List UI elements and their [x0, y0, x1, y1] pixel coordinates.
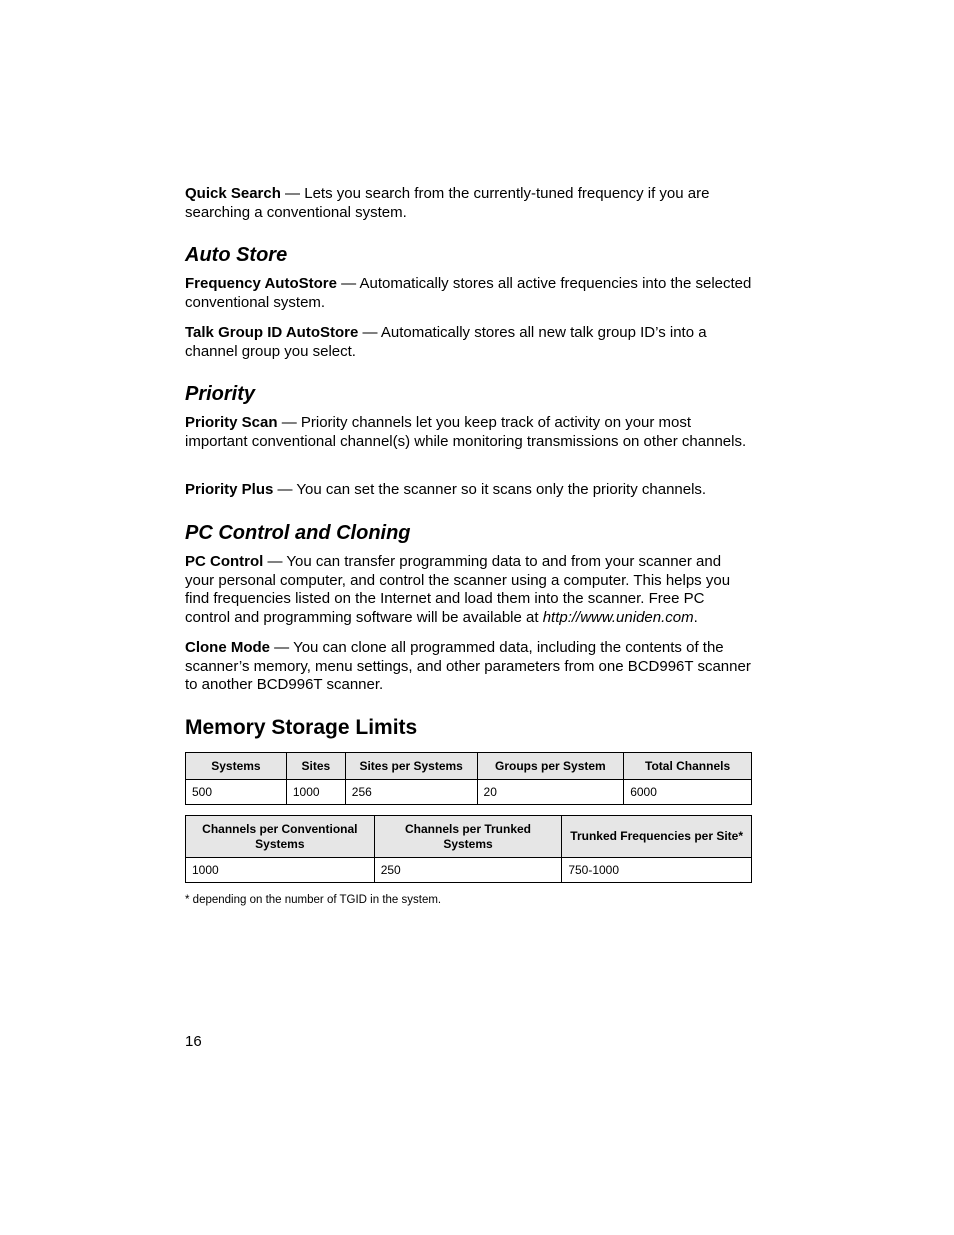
clone-mode-paragraph [185, 639, 752, 695]
pc-control-heading: PC Control and Cloning [185, 522, 411, 544]
table-header-cell: Sites [286, 753, 345, 780]
quick-search-text: — Lets you search from the currently-tuned frequency if you are searching a conventional system. [185, 185, 710, 221]
frequency-autostore-text: — Automatically stores all active frequencies into the selected conventional system. [185, 275, 752, 311]
frequency-autostore-paragraph [185, 275, 752, 312]
table-cell: 750-1000 [562, 858, 752, 883]
table-cell: 20 [477, 780, 624, 805]
table-footnote: * depending on the number of TGID in the system. [185, 894, 442, 906]
uniden-url-link[interactable]: http://www.uniden.com [542, 608, 694, 626]
quick-search-paragraph [185, 185, 752, 222]
pc-control-text: — You can transfer programming data to and from your scanner and your personal computer, and control the scanner using a computer. This helps you find frequencies listed on the Internet and load them into the scanner. Free PC control and programming software will be available at [185, 553, 731, 626]
talkgroup-autostore-text: — Automatically stores all new talk group ID’s into a channel group you select. [185, 324, 707, 360]
priority-scan-text: — Priority channels let you keep track of activity on your most important conventional channel(s) while monitoring transmissions on other channels. [185, 414, 747, 450]
memory-table-1 [185, 752, 752, 805]
pc-control-term: PC Control [185, 553, 264, 570]
table-cell: 500 [186, 780, 287, 805]
quick-search-term: Quick Search [185, 185, 281, 202]
priority-plus-paragraph [185, 481, 752, 500]
page-number: 16 [185, 1033, 202, 1050]
table-header-cell: Trunked Frequencies per Site* [562, 816, 752, 858]
table-header-cell: Channels per Trunked Systems [374, 816, 562, 858]
table-header-row [186, 816, 752, 858]
table-header-row [186, 753, 752, 780]
priority-scan-term: Priority Scan [185, 414, 278, 431]
table-cell: 1000 [186, 858, 375, 883]
memory-table-2 [185, 815, 752, 883]
talkgroup-autostore-term: Talk Group ID AutoStore [185, 324, 359, 341]
clone-mode-text: — You can clone all programmed data, including the contents of the scanner’s memory, menu settings, and other parameters from one BCD996T scanner to another BCD996T scanner. [185, 639, 751, 694]
auto-store-heading: Auto Store [185, 244, 288, 266]
priority-plus-term: Priority Plus [185, 481, 274, 498]
table-header-cell: Systems [186, 753, 287, 780]
table-cell: 1000 [286, 780, 345, 805]
table-cell: 250 [374, 858, 562, 883]
table-header-cell: Sites per Systems [345, 753, 477, 780]
frequency-autostore-term: Frequency AutoStore [185, 275, 337, 292]
table-cell: 256 [345, 780, 477, 805]
priority-scan-paragraph [185, 414, 752, 451]
pc-control-end: . [693, 608, 698, 626]
table-header-cell: Total Channels [624, 753, 752, 780]
talkgroup-autostore-paragraph [185, 324, 752, 361]
memory-storage-heading: Memory Storage Limits [185, 716, 418, 739]
table-cell: 6000 [624, 780, 752, 805]
table-header-cell: Channels per Conventional Systems [186, 816, 375, 858]
priority-plus-text: — You can set the scanner so it scans only the priority channels. [273, 481, 707, 498]
table-row [186, 780, 752, 805]
table-row [186, 858, 752, 883]
clone-mode-term: Clone Mode [185, 639, 270, 656]
priority-heading: Priority [185, 383, 256, 405]
pc-control-paragraph [185, 553, 752, 627]
table-header-cell: Groups per System [477, 753, 624, 780]
